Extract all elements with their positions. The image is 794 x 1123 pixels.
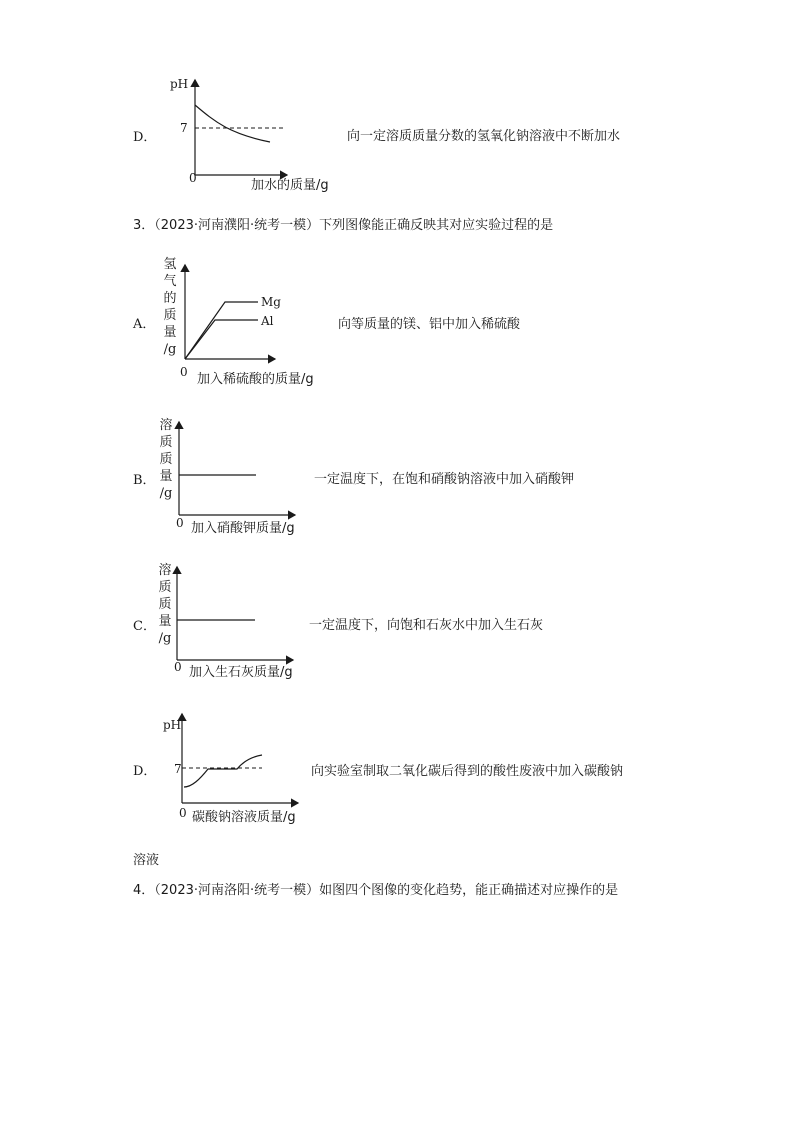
q3a-option-label: A． [133,317,156,332]
origin-label: 0 [179,806,187,820]
q3a-y-axis-label: 氢 气 的 质 量 /g [163,257,177,357]
x-axis-label: 碳酸钠溶液质量/g [192,810,296,825]
q3c-description: 一定温度下，向饱和石灰水中加入生石灰 [309,618,544,633]
origin-label: 0 [174,660,182,674]
ref-value-label: 7 [180,121,188,135]
q2d-description: 向一定溶质质量分数的氢氧化钠溶液中不断加水 [347,129,621,144]
origin-label: 0 [180,365,188,379]
q4-stem: 4．（2023·河南洛阳·统考一模）如图四个图像的变化趋势，能正确描述对应操作的是 [133,883,619,898]
q3b-option-label: B． [133,473,156,488]
q3c-option-label: C． [133,619,156,634]
q3a-description: 向等质量的镁、铝中加入稀硫酸 [338,317,521,332]
q3b-y-axis-label: 溶 质 质 量 /g [159,418,173,501]
x-axis-label: 加入生石灰质量/g [189,665,293,680]
q3d-option-label: D． [133,764,157,779]
q2d-option-label: D． [133,130,157,145]
y-axis-label: pH [163,718,182,732]
q3d-chart [158,707,328,832]
al-label: Al [261,314,274,328]
origin-label: 0 [189,171,197,185]
ref-value-label: 7 [174,762,182,776]
q3b-description: 一定温度下，在饱和硝酸钠溶液中加入硝酸钾 [314,472,575,487]
y-axis-label: pH [170,77,189,91]
origin-label: 0 [176,516,184,530]
q3-stem: 3．（2023·河南濮阳·统考一模）下列图像能正确反映其对应实验过程的是 [133,218,554,233]
x-axis-label: 加入稀硫酸的质量/g [197,372,314,387]
q3d-description: 向实验室制取二氧化碳后得到的酸性废液中加入碳酸钠 [311,764,624,779]
q2d-chart [160,72,360,197]
mg-line [185,302,258,359]
al-line [185,320,258,359]
ph-curve [195,105,270,142]
q3a-chart [175,258,355,386]
x-axis-label: 加入硝酸钾质量/g [191,521,295,536]
mg-label: Mg [261,295,281,309]
q3d-description-continued: 溶液 [133,853,160,868]
q3c-y-axis-label: 溶 质 质 量 /g [158,563,172,646]
x-axis-label: 加水的质量/g [251,178,329,193]
ph-curve [184,755,262,787]
